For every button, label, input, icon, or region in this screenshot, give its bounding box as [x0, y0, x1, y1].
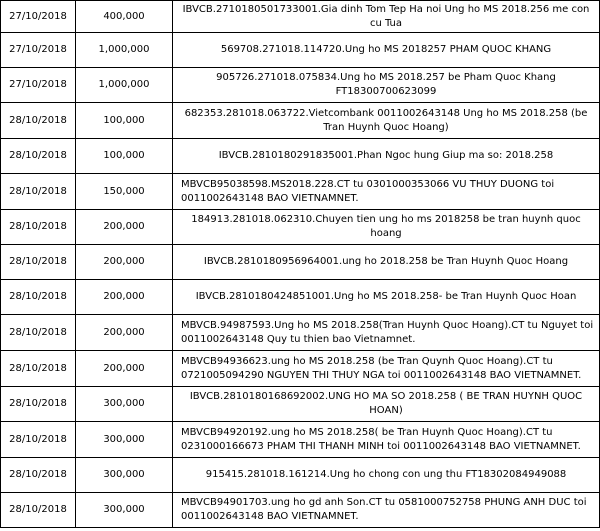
- table-row: [1, 103, 600, 139]
- date-cell: 28/10/2018: [1, 280, 76, 315]
- date-cell: 28/10/2018: [1, 493, 76, 528]
- table-row: [1, 33, 600, 68]
- amount-cell: 1,000,000: [76, 68, 173, 103]
- table-row: [1, 245, 600, 280]
- description-cell: 184913.281018.062310.Chuyen tien ung ho ms 2018258 be tran huynh quoc hoang: [173, 210, 600, 245]
- amount-cell: 300,000: [76, 422, 173, 458]
- description-cell: IBVCB.2810180956964001.ung ho 2018.258 be Tran Huynh Quoc Hoang: [173, 245, 600, 280]
- table-row: [1, 210, 600, 245]
- table-row: [1, 458, 600, 493]
- amount-cell: 200,000: [76, 351, 173, 387]
- amount-cell: 200,000: [76, 210, 173, 245]
- table-row: [1, 139, 600, 174]
- description-cell: IBVCB.2810180168692002.UNG HO MA SO 2018.258 ( BE TRAN HUYNH QUOC HOAN): [173, 387, 600, 422]
- date-cell: 28/10/2018: [1, 422, 76, 458]
- date-cell: 27/10/2018: [1, 33, 76, 68]
- description-cell: IBVCB.2710180501733001.Gia dinh Tom Tep Ha noi Ung ho MS 2018.256 me con cu Tua: [173, 1, 600, 33]
- description-cell: MBVCB94901703.ung ho gd anh Son.CT tu 0581000752758 PHUNG ANH DUC toi 0011002643148 BAO VIETNAMNET.: [173, 493, 600, 528]
- amount-cell: 300,000: [76, 458, 173, 493]
- description-cell: 915415.281018.161214.Ung ho chong con ung thu FT18302084949088: [173, 458, 600, 493]
- amount-cell: 100,000: [76, 139, 173, 174]
- date-cell: 27/10/2018: [1, 1, 76, 33]
- table-row: [1, 351, 600, 387]
- date-cell: 28/10/2018: [1, 139, 76, 174]
- description-cell: MBVCB.94987593.Ung ho MS 2018.258(Tran Huynh Quoc Hoang).CT tu Nguyet toi 0011002643148 Quy tu thien bao Vietnamnet.: [173, 315, 600, 351]
- date-cell: 28/10/2018: [1, 245, 76, 280]
- amount-cell: 150,000: [76, 174, 173, 210]
- amount-cell: 200,000: [76, 280, 173, 315]
- amount-cell: 100,000: [76, 103, 173, 139]
- date-cell: 28/10/2018: [1, 351, 76, 387]
- table-row: [1, 174, 600, 210]
- table-row: [1, 280, 600, 315]
- description-cell: 569708.271018.114720.Ung ho MS 2018257 PHAM QUOC KHANG: [173, 33, 600, 68]
- ledger-body: [1, 1, 600, 528]
- table-row: [1, 387, 600, 422]
- date-cell: 28/10/2018: [1, 103, 76, 139]
- amount-cell: 200,000: [76, 245, 173, 280]
- description-cell: IBVCB.2810180424851001.Ung ho MS 2018.258- be Tran Huynh Quoc Hoan: [173, 280, 600, 315]
- amount-cell: 400,000: [76, 1, 173, 33]
- description-cell: MBVCB94936623.ung ho MS 2018.258 (be Tran Quynh Quoc Hoang).CT tu 0721005094290 NGUYEN THI THUY NGA toi 0011002643148 BAO VIETNAMNET.: [173, 351, 600, 387]
- date-cell: 28/10/2018: [1, 174, 76, 210]
- description-cell: MBVCB94920192.ung ho MS 2018.258( be Tran Huynh Quoc Hoang).CT tu 0231000166673 PHAM THI THANH MINH toi 0011002643148 BAO VIETNAMNET.: [173, 422, 600, 458]
- date-cell: 28/10/2018: [1, 458, 76, 493]
- date-cell: 28/10/2018: [1, 210, 76, 245]
- table-row: [1, 68, 600, 103]
- amount-cell: 200,000: [76, 315, 173, 351]
- table-row: [1, 493, 600, 528]
- table-row: [1, 315, 600, 351]
- description-cell: MBVCB95038598.MS2018.228.CT tu 0301000353066 VU THUY DUONG toi 0011002643148 BAO VIETNAMNET.: [173, 174, 600, 210]
- amount-cell: 300,000: [76, 493, 173, 528]
- date-cell: 28/10/2018: [1, 387, 76, 422]
- description-cell: IBVCB.2810180291835001.Phan Ngoc hung Giup ma so: 2018.258: [173, 139, 600, 174]
- date-cell: 27/10/2018: [1, 68, 76, 103]
- amount-cell: 300,000: [76, 387, 173, 422]
- description-cell: 682353.281018.063722.Vietcombank 0011002643148 Ung ho MS 2018.258 (be Tran Huynh Quoc Hoang): [173, 103, 600, 139]
- description-cell: 905726.271018.075834.Ung ho MS 2018.257 be Pham Quoc Khang FT18300700623099: [173, 68, 600, 103]
- table-row: [1, 1, 600, 33]
- table-row: [1, 422, 600, 458]
- amount-cell: 1,000,000: [76, 33, 173, 68]
- date-cell: 28/10/2018: [1, 315, 76, 351]
